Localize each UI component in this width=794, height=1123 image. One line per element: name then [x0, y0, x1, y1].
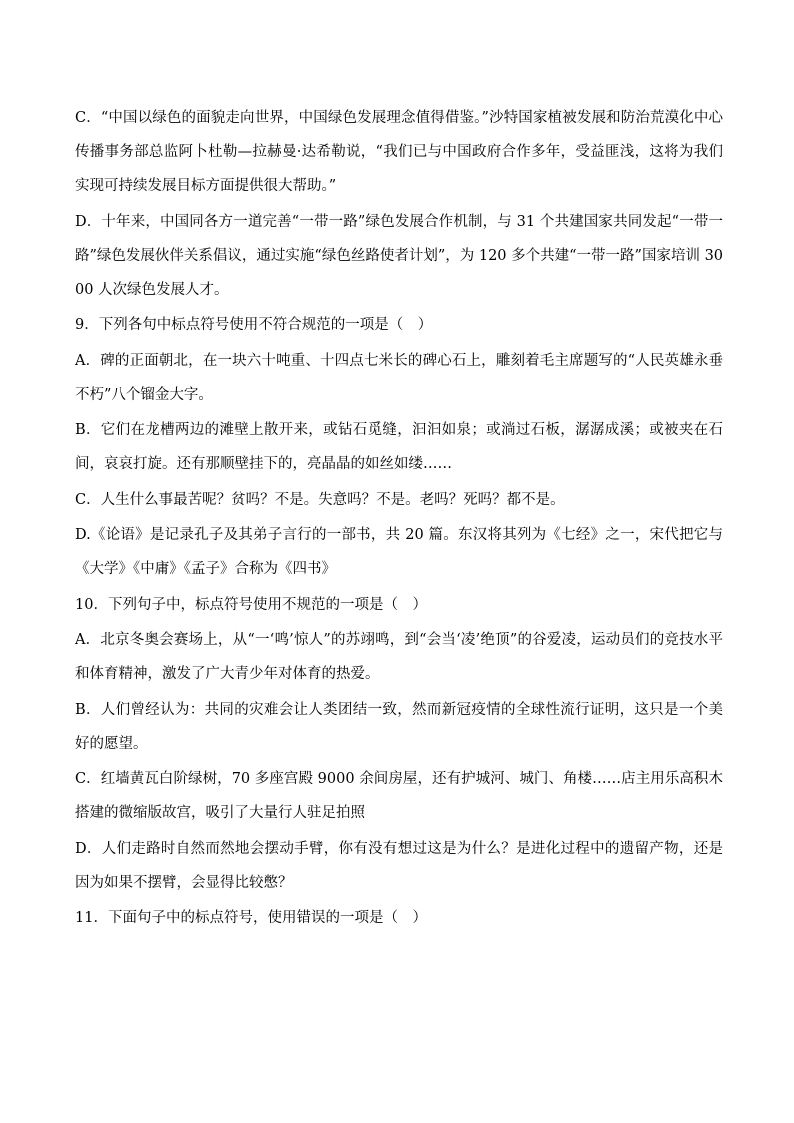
- question-9-stem: 9．下列各句中标点符号使用不符合规范的一项是（ ）: [75, 317, 433, 333]
- question-9-option-d: D.《论语》是记录孔子及其弟子言行的一部书，共 20 篇。东汉将其列为《七经》之一，宋代把它与《大学》《中庸》《孟子》合称为《四书》: [75, 527, 723, 577]
- question-10-option-a: A．北京冬奥会赛场上，从“一‘鸣’惊人”的苏翊鸣，到“会当‘凌’绝顶”的谷爱凌，运动员们的竞技水平和体育精神，激发了广大青少年对体育的热爱。: [75, 632, 723, 682]
- question-10-option-d: D．人们走路时自然而然地会摆动手臂，你有没有想过这是为什么？是进化过程中的遗留产物，还是因为如果不摆臂，会显得比较憋？: [75, 840, 723, 891]
- question-9-option-c: C．人生什么事最苦呢？贫吗？不是。失意吗？不是。老吗？死吗？都不是。: [75, 491, 565, 508]
- document-body: [75, 101, 723, 937]
- question-10-option-c: C．红墙黄瓦白阶绿树，70 多座宫殿 9000 余间房屋，还有护城河、城门、角楼……店主用乐高积木搭建的微缩版故宫，吸引了大量行人驻足拍照: [75, 771, 723, 821]
- question-10-option-b: B．人们曾经认为：共同的灾难会让人类团结一致，然而新冠疫情的全球性流行证明，这只是一个美好的愿望。: [75, 701, 723, 752]
- option-c-paragraph: C．“中国以绿色的面貌走向世界，中国绿色发展理念值得借鉴。”沙特国家植被发展和防治荒漠化中心传播事务部总监阿卜杜勒—拉赫曼·达希勒说，“我们已与中国政府合作多年，受益匪浅，这将为我们实现可持续发展目标方面提供很大帮助。”: [75, 110, 723, 194]
- question-9-option-a: A．碑的正面朝北，在一块六十吨重、十四点七米长的碑心石上，雕刻着毛主席题写的“人民英雄永垂不朽”八个镏金大字。: [75, 352, 723, 403]
- question-10-stem: 10．下列句子中，标点符号使用不规范的一项是（ ）: [75, 596, 427, 613]
- question-9-option-b: B．它们在龙槽两边的滩壁上散开来，或钻石觅缝，汩汩如泉；或淌过石板，潺潺成溪；或被夹在石间，哀哀打旋。还有那顺壁挂下的，亮晶晶的如丝如缕……: [75, 422, 723, 472]
- option-d-paragraph: D．十年来，中国同各方一道完善“一带一路”绿色发展合作机制，与 31 个共建国家共同发起“一带一路”绿色发展伙伴关系倡议，通过实施“绿色丝路使者计划”，为 120 多个共建“一带一路”国家培训 3000 人次绿色发展人才。: [75, 213, 724, 298]
- question-11-stem: 11．下面句子中的标点符号，使用错误的一项是（ ）: [75, 910, 427, 926]
